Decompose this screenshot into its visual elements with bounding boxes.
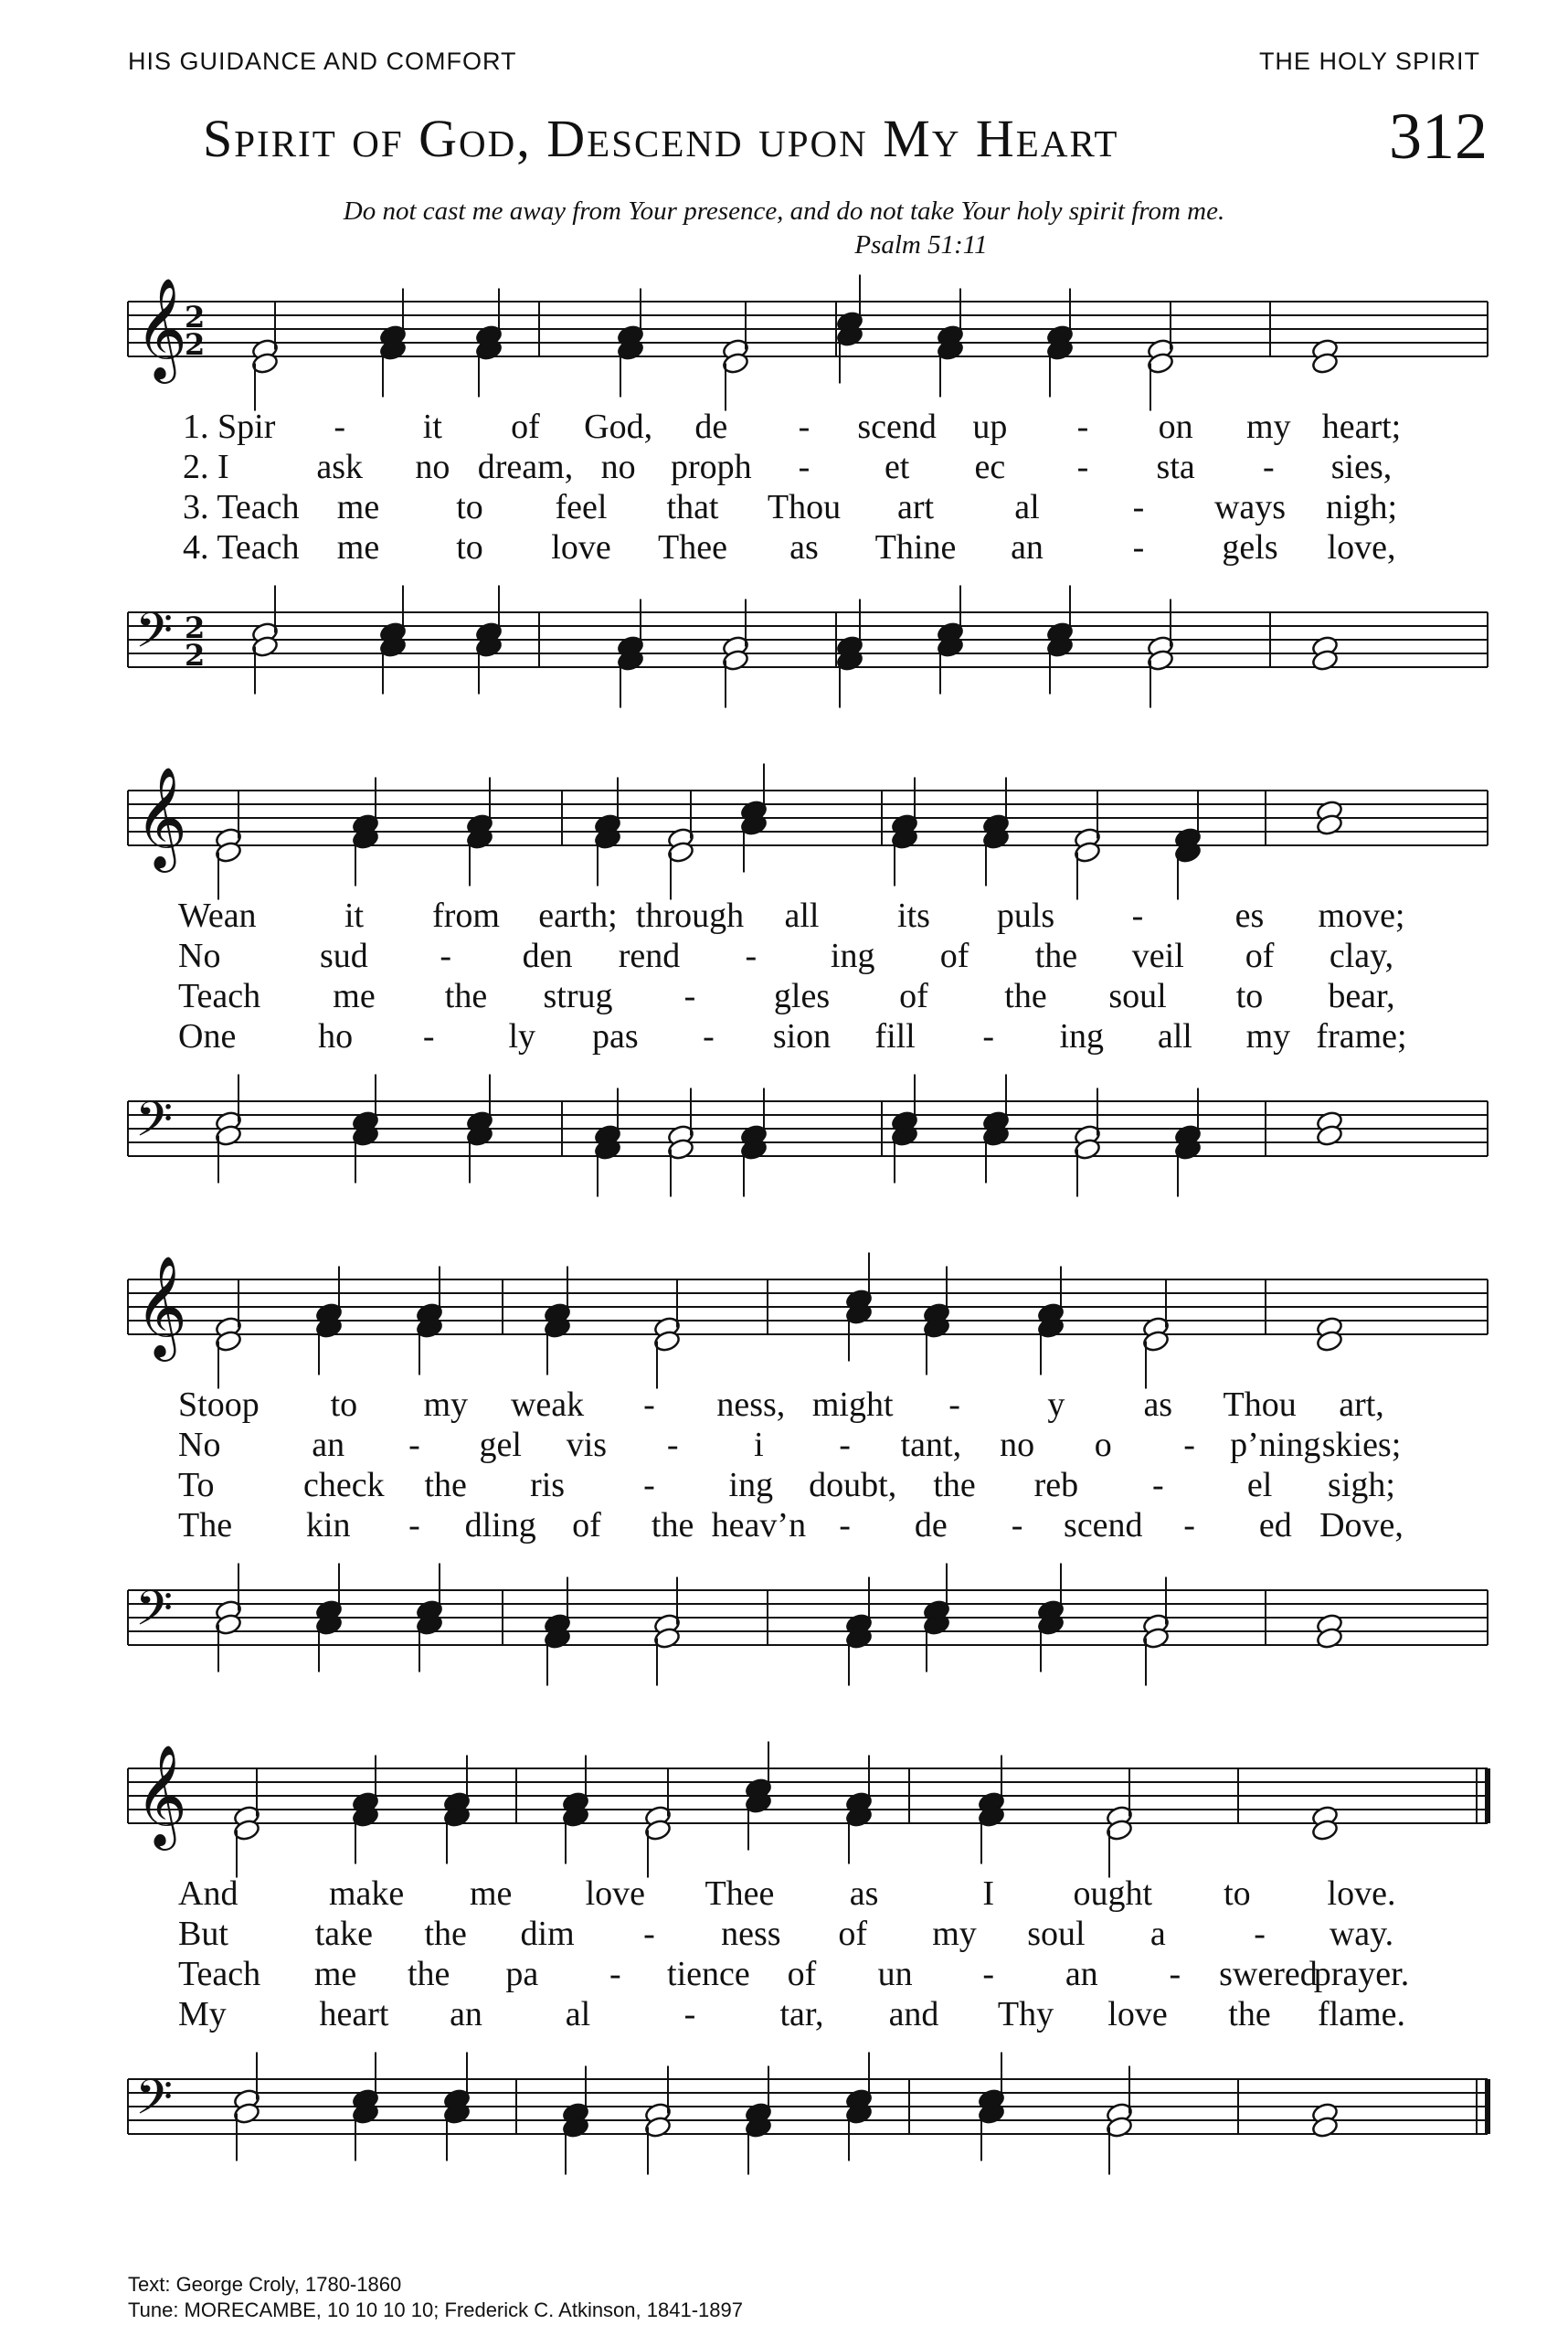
lyric-syllable: no [600, 448, 636, 486]
lyric-syllable: de [694, 408, 728, 446]
lyric-syllable: Thee [705, 1874, 775, 1913]
lyric-syllable: earth; [538, 897, 618, 935]
bass-staff [128, 586, 1488, 708]
lyric-syllable: the [424, 1466, 467, 1504]
lyric-syllable: the [444, 977, 488, 1015]
lyric-syllable: ho [318, 1017, 354, 1056]
lyric-syllable: my [423, 1385, 468, 1424]
syllable-hyphen: - [1169, 1955, 1181, 1993]
lyric-syllable: ness [721, 1915, 781, 1953]
verse-line [0, 1914, 1568, 1954]
lyric-syllable: on [1158, 408, 1193, 446]
bass-staff [128, 1075, 1488, 1197]
lyric-syllable: soul [1108, 977, 1167, 1015]
lyric-syllable: strug [543, 977, 613, 1015]
lyric-syllable: puls [996, 897, 1055, 935]
lyric-syllable: as [849, 1874, 879, 1913]
lyric-syllable: gel [479, 1426, 522, 1464]
lyric-syllable: ris [530, 1466, 566, 1504]
syllable-hyphen: - [982, 1955, 994, 1993]
syllable-hyphen: - [1076, 408, 1089, 446]
music-system-1 [0, 274, 1568, 759]
lyric-syllable: Dove, [1319, 1506, 1404, 1545]
lyric-syllable: sies, [1330, 448, 1393, 486]
scripture-reference: Psalm 51:11 [854, 230, 988, 260]
lyric-syllable: bear, [1328, 977, 1395, 1015]
lyric-syllable: Thy [997, 1995, 1054, 2033]
lyric-syllable: sion [772, 1017, 832, 1056]
lyric-syllable: to [1235, 977, 1264, 1015]
running-header-right: THE HOLY SPIRIT [1258, 48, 1480, 75]
syllable-hyphen: - [1151, 1466, 1164, 1504]
lyric-syllable: rend [618, 937, 681, 975]
lyric-syllable: my [932, 1915, 977, 1953]
treble-staff [128, 275, 1488, 411]
lyric-syllable: scend [857, 408, 937, 446]
lyric-syllable: ed [1258, 1506, 1292, 1545]
running-header-left: HIS GUIDANCE AND COMFORT [128, 48, 517, 75]
lyric-syllable: dim [520, 1915, 575, 1953]
lyric-syllable: es [1234, 897, 1265, 935]
lyric-syllable: reb [1033, 1466, 1079, 1504]
treble-clef-icon: 𝄞 [135, 277, 187, 379]
time-signature-top: 2 [185, 300, 206, 334]
lyric-syllable: ec [974, 448, 1006, 486]
lyric-syllable: ways [1213, 488, 1287, 526]
syllable-hyphen: - [683, 977, 696, 1015]
verse-line [0, 1465, 1568, 1505]
lyric-syllable: No [178, 937, 221, 975]
lyric-syllable: 4. Teach [183, 528, 300, 567]
syllable-hyphen: - [798, 448, 810, 486]
lyric-syllable: of [939, 937, 969, 975]
lyric-syllable: to [456, 528, 483, 567]
lyric-syllable: feel [555, 488, 608, 526]
syllable-hyphen: - [948, 1385, 960, 1424]
music-system-4 [0, 1741, 1568, 2225]
syllable-hyphen: - [745, 937, 758, 975]
treble-clef-icon: 𝄞 [135, 1744, 187, 1846]
lyric-syllable: all [784, 897, 820, 935]
lyric-syllable: might [811, 1385, 894, 1424]
lyric-syllable: ing [1059, 1017, 1105, 1056]
lyric-syllable: Wean [178, 897, 257, 935]
lyric-syllable: pa [505, 1955, 539, 1993]
lyric-syllable: den [522, 937, 573, 975]
lyric-syllable: scend [1064, 1506, 1143, 1545]
syllable-hyphen: - [408, 1426, 420, 1464]
lyric-syllable: tience [667, 1955, 750, 1993]
syllable-hyphen: - [683, 1995, 696, 2033]
lyric-syllable: heav’n [711, 1506, 807, 1545]
lyric-syllable: un [877, 1955, 913, 1993]
lyric-syllable: tant, [900, 1426, 962, 1464]
lyric-syllable: prayer. [1313, 1955, 1410, 1993]
lyric-syllable: of [572, 1506, 601, 1545]
lyric-syllable: of [838, 1915, 867, 1953]
lyric-syllable: an [1011, 528, 1044, 567]
lyric-syllable: heart; [1321, 408, 1402, 446]
lyric-syllable: el [1246, 1466, 1273, 1504]
lyric-syllable: me [470, 1874, 513, 1913]
lyric-syllable: take [314, 1915, 374, 1953]
syllable-hyphen: - [839, 1426, 851, 1464]
treble-clef-icon: 𝄞 [135, 766, 187, 868]
syllable-hyphen: - [1183, 1506, 1195, 1545]
lyric-syllable: dream, [477, 448, 574, 486]
lyric-syllable: a [1150, 1915, 1166, 1953]
text-credit: Text: George Croly, 1780-1860 [128, 2273, 402, 2296]
lyric-syllable: et [884, 448, 910, 486]
music-system-3 [0, 1252, 1568, 1736]
lyric-syllable: love [1107, 1995, 1168, 2033]
hymn-number: 312 [1389, 100, 1488, 173]
syllable-hyphen: - [839, 1506, 851, 1545]
lyric-syllable: an [312, 1426, 345, 1464]
bass-clef-icon: 𝄢 [135, 1581, 174, 1649]
lyric-syllable: clay, [1329, 937, 1394, 975]
verse-line [0, 1874, 1568, 1914]
lyric-syllable: and [888, 1995, 939, 2033]
verse-line [0, 1505, 1568, 1545]
lyric-syllable: p’ning [1230, 1426, 1321, 1464]
tune-credit: Tune: MORECAMBE, 10 10 10 10; Frederick C. Atkinson, 1841-1897 [128, 2298, 743, 2321]
syllable-hyphen: - [1132, 528, 1145, 567]
lyric-syllable: i [754, 1426, 764, 1464]
verse-line [0, 1425, 1568, 1465]
lyric-syllable: move; [1318, 897, 1405, 935]
verse-line [0, 976, 1568, 1016]
lyric-syllable: of [511, 408, 540, 446]
syllable-hyphen: - [1131, 897, 1144, 935]
lyric-syllable: my [1245, 1017, 1291, 1056]
lyric-syllable: o [1094, 1426, 1112, 1464]
syllable-hyphen: - [643, 1915, 655, 1953]
lyric-syllable: fill [874, 1017, 916, 1056]
lyric-syllable: no [1000, 1426, 1035, 1464]
lyric-syllable: as [789, 528, 819, 567]
lyric-syllable: Stoop [178, 1385, 260, 1424]
verse-line [0, 936, 1568, 976]
lyric-syllable: To [178, 1466, 215, 1504]
verse-line [0, 1016, 1568, 1056]
verse-line [0, 896, 1568, 936]
lyric-syllable: of [899, 977, 928, 1015]
bass-staff [128, 2053, 1488, 2175]
lyric-syllable: Thee [658, 528, 727, 567]
lyric-syllable: to [456, 488, 483, 526]
lyric-syllable: it [422, 408, 442, 446]
lyric-syllable: from [432, 897, 500, 935]
verse-line [0, 1954, 1568, 1994]
lyric-syllable: way. [1329, 1915, 1394, 1953]
lyric-syllable: kin [305, 1506, 351, 1545]
lyric-syllable: al [1014, 488, 1040, 526]
lyric-syllable: ought [1073, 1874, 1153, 1913]
lyric-syllable: al [565, 1995, 591, 2033]
lyric-syllable: it [344, 897, 365, 935]
lyric-syllable: love. [1327, 1874, 1396, 1913]
syllable-hyphen: - [1263, 448, 1275, 486]
lyric-syllable: dling [464, 1506, 536, 1545]
bass-clef-icon: 𝄢 [135, 2070, 174, 2138]
lyric-syllable: art, [1339, 1385, 1384, 1424]
syllable-hyphen: - [1254, 1915, 1266, 1953]
lyric-syllable: through [635, 897, 745, 935]
syllable-hyphen: - [1076, 448, 1089, 486]
lyric-syllable: of [1245, 937, 1275, 975]
lyric-syllable: sta [1156, 448, 1195, 486]
syllable-hyphen: - [798, 408, 810, 446]
lyric-syllable: an [450, 1995, 482, 2033]
verse-line [0, 1994, 1568, 2034]
treble-staff [128, 1253, 1488, 1389]
syllable-hyphen: - [1011, 1506, 1023, 1545]
lyric-syllable: the [1034, 937, 1078, 975]
syllable-hyphen: - [408, 1506, 420, 1545]
lyric-syllable: vis [566, 1426, 608, 1464]
lyric-syllable: 1. Spir [183, 408, 276, 446]
lyric-syllable: the [933, 1466, 976, 1504]
lyric-syllable: One [178, 1017, 237, 1056]
bass-clef-icon: 𝄢 [135, 603, 174, 671]
lyric-syllable: ness, [716, 1385, 786, 1424]
lyric-syllable: Thou [1223, 1385, 1297, 1424]
lyric-syllable: me [336, 528, 380, 567]
lyric-syllable: the [1228, 1995, 1271, 2033]
lyric-syllable: ing [830, 937, 875, 975]
syllable-hyphen: - [982, 1017, 994, 1056]
lyric-syllable: Thou [767, 488, 842, 526]
lyric-syllable: me [313, 1955, 357, 1993]
lyric-syllable: that [666, 488, 719, 526]
time-signature-bottom: 2 [185, 327, 206, 362]
syllable-hyphen: - [1183, 1426, 1195, 1464]
lyric-syllable: to [330, 1385, 358, 1424]
lyric-syllable: de [914, 1506, 948, 1545]
lyric-syllable: 3. Teach [183, 488, 300, 526]
lyric-syllable: art [896, 488, 935, 526]
syllable-hyphen: - [334, 408, 345, 446]
lyric-syllable: gles [773, 977, 831, 1015]
syllable-hyphen: - [422, 1017, 435, 1056]
lyric-syllable: But [178, 1915, 228, 1953]
verse-line [0, 1385, 1568, 1425]
lyric-syllable: nigh; [1325, 488, 1398, 526]
bass-staff [128, 1564, 1488, 1686]
syllable-hyphen: - [440, 937, 452, 975]
lyric-syllable: My [178, 1995, 227, 2033]
lyric-syllable: up [972, 408, 1008, 446]
lyric-syllable: gels [1222, 528, 1278, 567]
time-signature-bottom: 2 [185, 638, 206, 673]
lyric-syllable: love, [1327, 528, 1396, 567]
syllable-hyphen: - [643, 1466, 655, 1504]
lyric-syllable: soul [1027, 1915, 1086, 1953]
lyric-syllable: me [336, 488, 380, 526]
lyric-syllable: an [1065, 1955, 1098, 1993]
lyric-syllable: the [407, 1955, 450, 1993]
lyric-syllable: no [415, 448, 450, 486]
lyric-syllable: all [1157, 1017, 1192, 1056]
lyric-syllable: swered [1219, 1955, 1318, 1993]
verse-line [0, 447, 1568, 487]
lyric-syllable: veil [1131, 937, 1184, 975]
lyric-syllable: sud [319, 937, 368, 975]
syllable-hyphen: - [643, 1385, 655, 1424]
lyric-syllable: pas [592, 1017, 639, 1056]
lyric-syllable: to [1224, 1874, 1251, 1913]
lyric-syllable: 2. I [183, 448, 229, 486]
lyric-syllable: check [303, 1466, 385, 1504]
lyric-syllable: make [328, 1874, 405, 1913]
treble-staff [128, 1742, 1488, 1878]
lyric-syllable: of [787, 1955, 817, 1993]
lyric-syllable: tar, [779, 1995, 824, 2033]
lyric-syllable: Thine [874, 528, 957, 567]
lyric-syllable: The [178, 1506, 233, 1545]
bass-clef-icon: 𝄢 [135, 1092, 174, 1160]
music-system-2 [0, 763, 1568, 1247]
hymn-title: Spirit of God, Descend upon My Heart [203, 109, 1119, 168]
lyric-syllable: flame. [1317, 1995, 1406, 2033]
lyric-syllable: its [897, 897, 930, 935]
lyric-syllable: weak [510, 1385, 585, 1424]
lyric-syllable: the [1004, 977, 1047, 1015]
treble-clef-icon: 𝄞 [135, 1255, 187, 1357]
lyric-syllable: sigh; [1328, 1466, 1395, 1504]
lyric-syllable: heart [319, 1995, 389, 2033]
lyric-syllable: Teach [178, 1955, 261, 1993]
syllable-hyphen: - [609, 1955, 621, 1993]
verse-line [0, 527, 1568, 568]
lyric-syllable: as [1143, 1385, 1173, 1424]
lyric-syllable: the [424, 1915, 467, 1953]
scripture-epigraph: Do not cast me away from Your presence, and do not take Your holy spirit from me. [343, 196, 1225, 226]
lyric-syllable: y [1047, 1385, 1065, 1424]
lyric-syllable: No [178, 1426, 221, 1464]
lyric-syllable: skies; [1321, 1426, 1402, 1464]
lyric-syllable: proph [671, 448, 752, 486]
time-signature-top: 2 [185, 610, 206, 645]
lyric-syllable: the [651, 1506, 694, 1545]
lyric-syllable: Teach [178, 977, 261, 1015]
lyric-syllable: I [982, 1874, 994, 1913]
syllable-hyphen: - [703, 1017, 715, 1056]
lyric-syllable: me [333, 977, 376, 1015]
lyric-syllable: frame; [1316, 1017, 1407, 1056]
lyric-syllable: my [1246, 408, 1291, 446]
treble-staff [128, 764, 1488, 900]
lyric-syllable: ly [508, 1017, 536, 1056]
lyric-syllable: God, [584, 408, 653, 446]
lyric-syllable: And [178, 1874, 238, 1913]
lyric-syllable: love [585, 1874, 646, 1913]
lyric-syllable: doubt, [809, 1466, 897, 1504]
syllable-hyphen: - [666, 1426, 679, 1464]
verse-line [0, 407, 1568, 447]
lyric-syllable: ing [728, 1466, 774, 1504]
lyric-syllable: ask [316, 448, 363, 486]
syllable-hyphen: - [1132, 488, 1145, 526]
lyric-syllable: love [551, 528, 611, 567]
verse-line [0, 487, 1568, 527]
